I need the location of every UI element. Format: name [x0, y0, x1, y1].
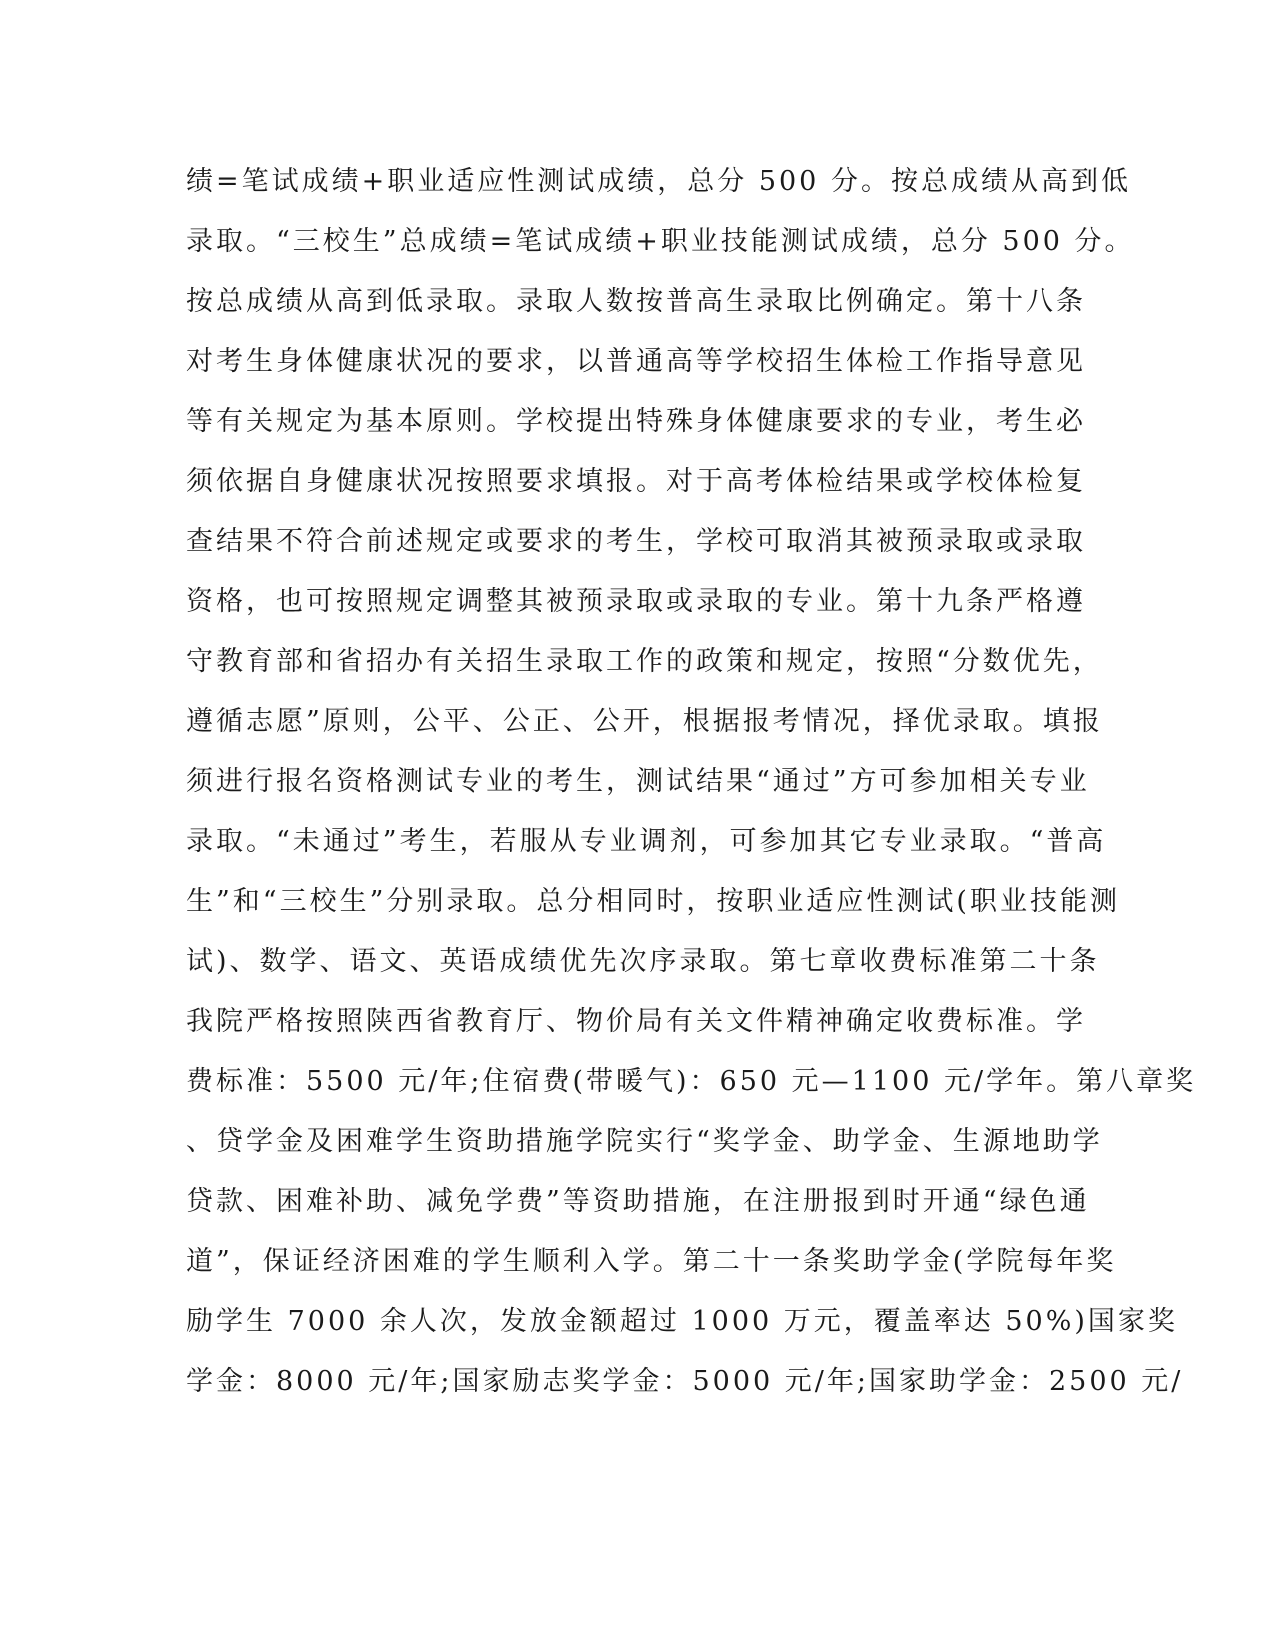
- text-line: 查结果不符合前述规定或要求的考生，学校可取消其被预录取或录取: [186, 526, 1086, 557]
- text-line: 费标准：5500 元/年;住宿费(带暖气)：650 元—1100 元/学年。第八章奖: [186, 1066, 1197, 1097]
- text-line: 须依据自身健康状况按照要求填报。对于高考体检结果或学校体检复: [186, 466, 1086, 497]
- text-line: 须进行报名资格测试专业的考生，测试结果“通过”方可参加相关专业: [186, 766, 1090, 797]
- text-line: 对考生身体健康状况的要求，以普通高等学校招生体检工作指导意见: [186, 346, 1086, 377]
- text-line: 绩=笔试成绩+职业适应性测试成绩，总分 500 分。按总成绩从高到低: [186, 166, 1131, 197]
- text-line: 我院严格按照陕西省教育厅、物价局有关文件精神确定收费标准。学: [186, 1006, 1086, 1037]
- text-line: 录取。“三校生”总成绩=笔试成绩+职业技能测试成绩，总分 500 分。: [186, 226, 1135, 257]
- text-line: 遵循志愿”原则，公平、公正、公开，根据报考情况，择优录取。填报: [186, 706, 1103, 737]
- text-line: 道”，保证经济困难的学生顺利入学。第二十一条奖助学金(学院每年奖: [186, 1246, 1117, 1277]
- text-line: 录取。“未通过”考生，若服从专业调剂，可参加其它专业录取。“普高: [186, 826, 1107, 857]
- text-line: 守教育部和省招办有关招生录取工作的政策和规定，按照“分数优先，: [186, 646, 1103, 677]
- text-line: 励学生 7000 余人次，发放金额超过 1000 万元，覆盖率达 50%)国家奖: [186, 1306, 1178, 1337]
- text-line: 按总成绩从高到低录取。录取人数按普高生录取比例确定。第十八条: [186, 286, 1086, 317]
- text-line: 、贷学金及困难学生资助措施学院实行“奖学金、助学金、生源地助学: [186, 1126, 1103, 1157]
- text-line: 贷款、困难补助、减免学费”等资助措施，在注册报到时开通“绿色通: [186, 1186, 1090, 1217]
- text-line: 生”和“三校生”分别录取。总分相同时，按职业适应性测试(职业技能测: [186, 886, 1120, 917]
- text-line: 资格，也可按照规定调整其被预录取或录取的专业。第十九条严格遵: [186, 586, 1086, 617]
- body-text: [186, 160, 1197, 1420]
- text-line: 等有关规定为基本原则。学校提出特殊身体健康要求的专业，考生必: [186, 406, 1086, 437]
- text-line: 学金：8000 元/年;国家励志奖学金：5000 元/年;国家助学金：2500 元/: [186, 1366, 1184, 1397]
- text-line: 试)、数学、语文、英语成绩优先次序录取。第七章收费标准第二十条: [186, 946, 1100, 977]
